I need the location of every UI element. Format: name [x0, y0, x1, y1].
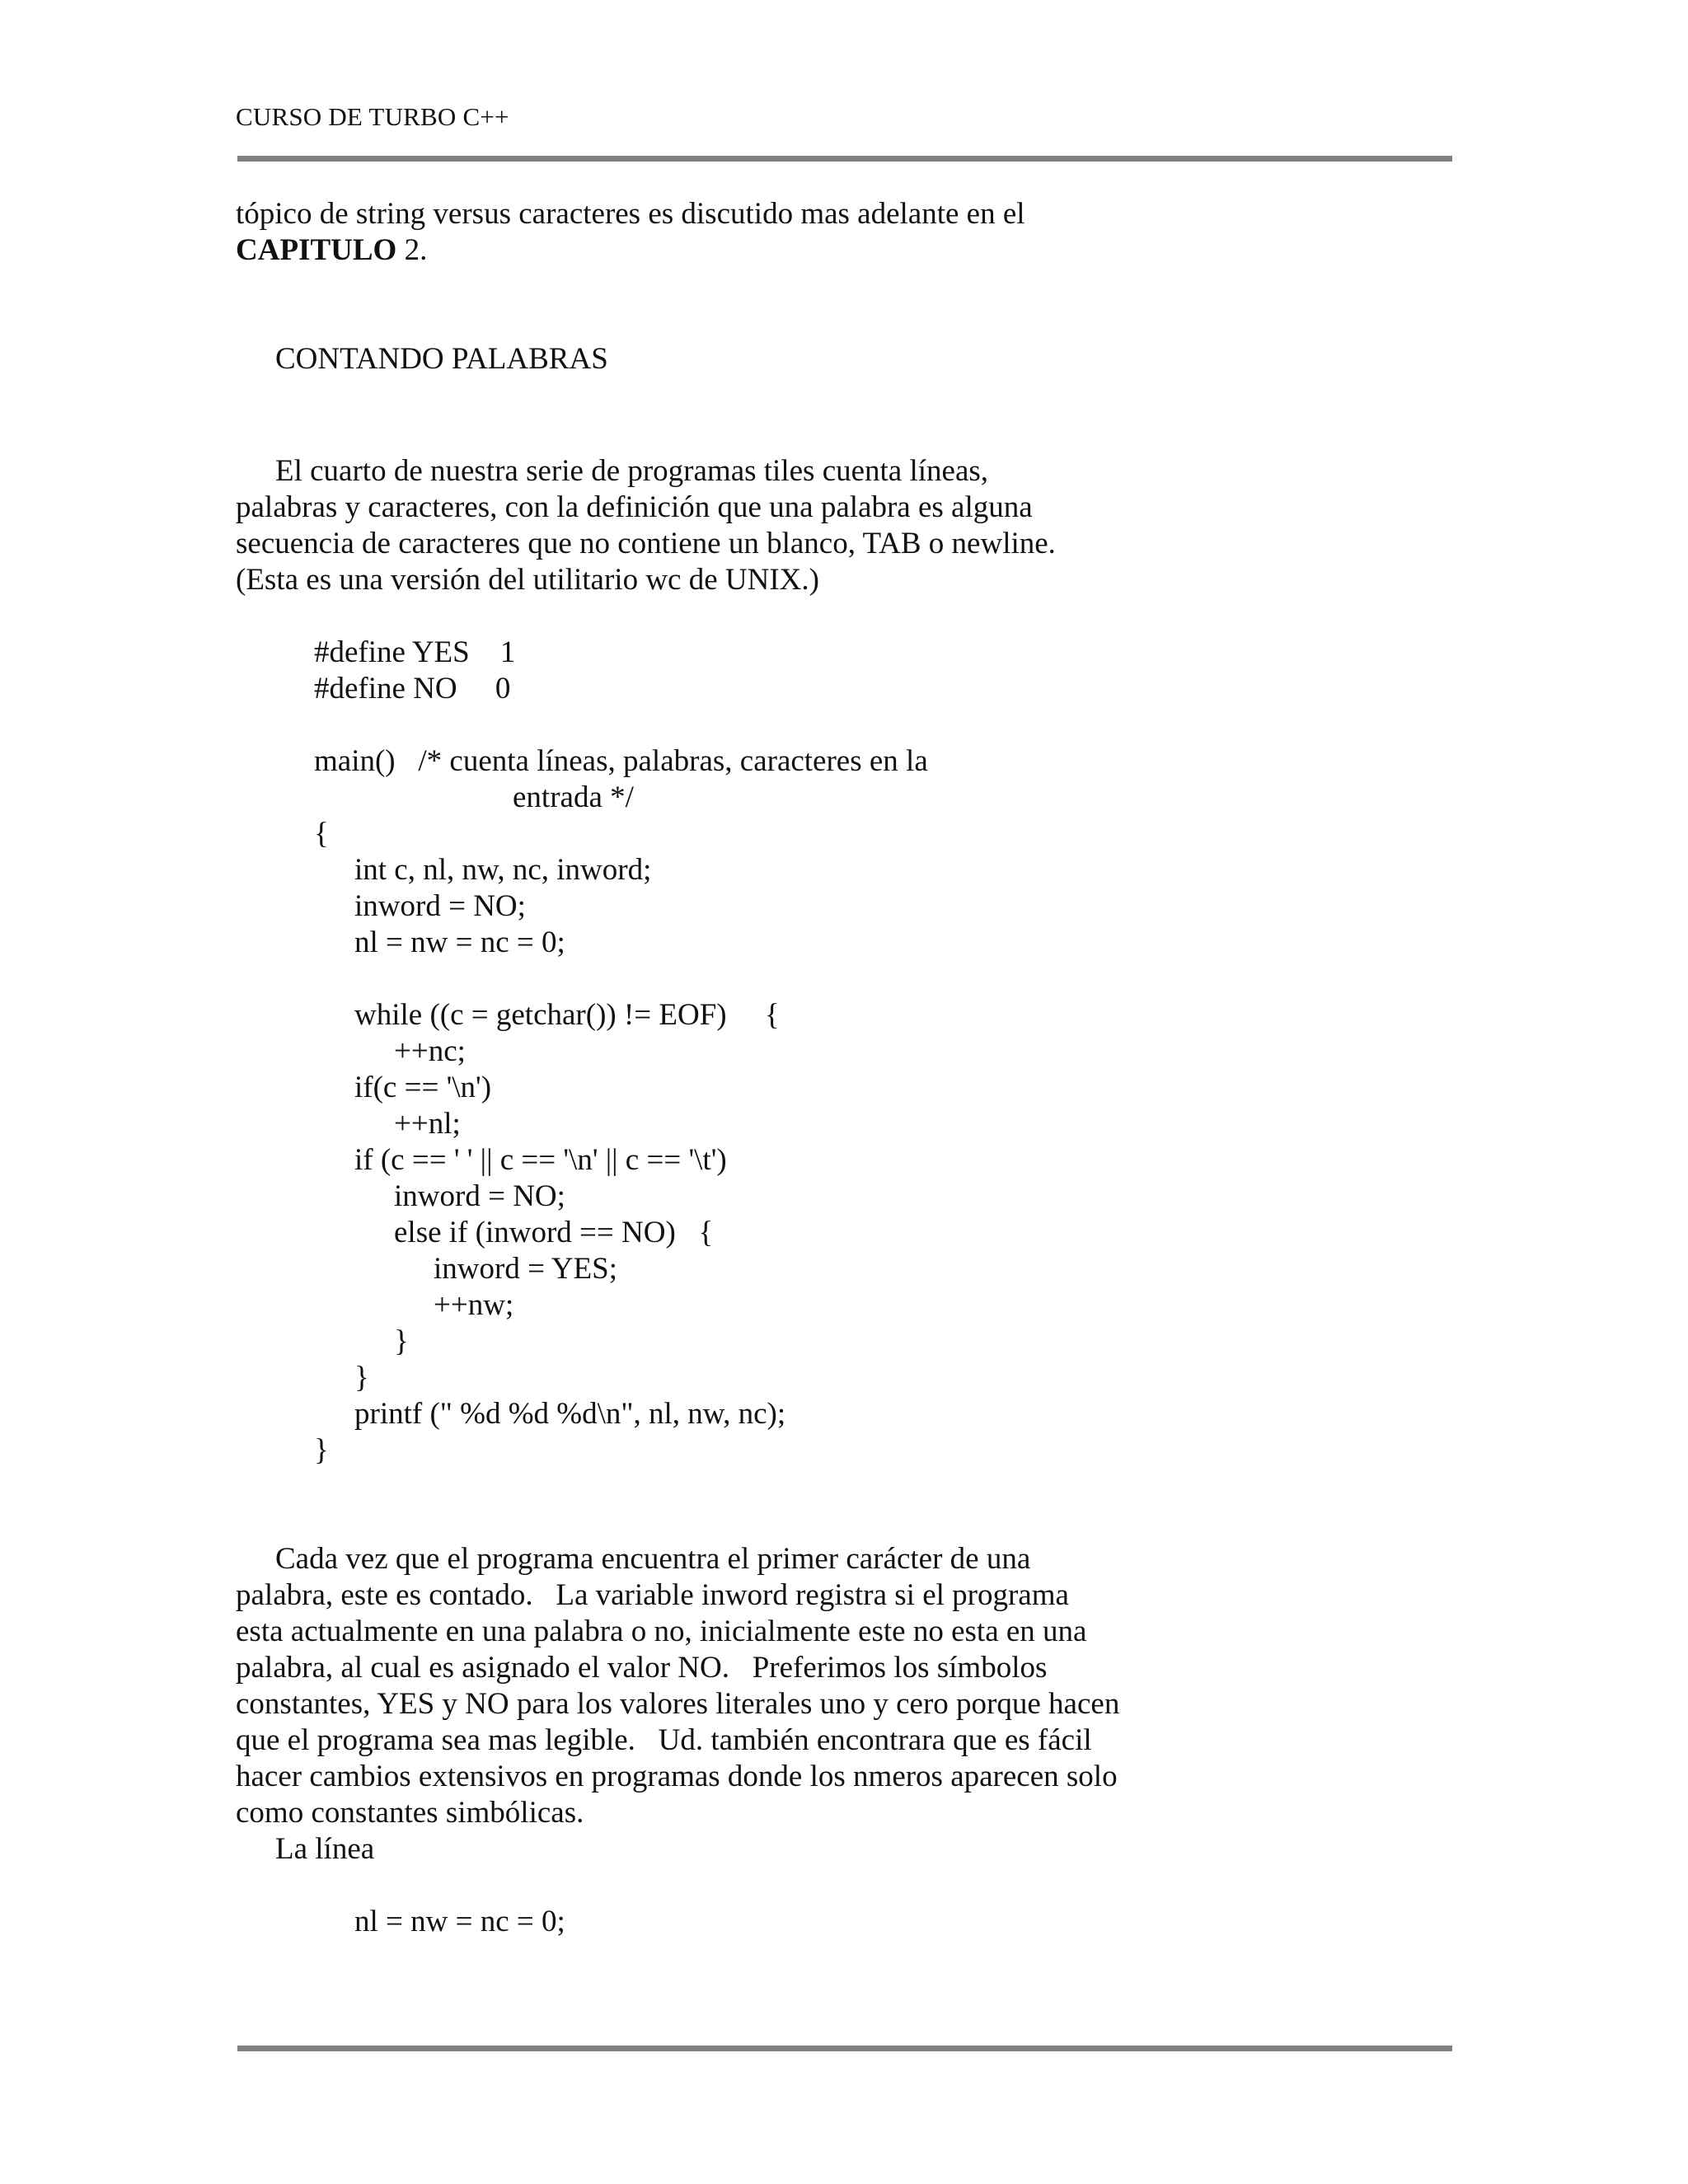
intro-line-1: tópico de string versus caracteres es discutido mas adelante en el: [236, 197, 1025, 231]
paragraph-2-line: Cada vez que el programa encuentra el primer carácter de una: [275, 1542, 1031, 1576]
paragraph-2-line: palabra, este es contado. La variable inword registra si el programa: [236, 1578, 1069, 1612]
code-line: ++nl;: [394, 1107, 461, 1141]
paragraph-1-line: (Esta es una versión del utilitario wc de UNIX.): [236, 563, 819, 597]
code-line: {: [314, 817, 329, 851]
paragraph-2-line: que el programa sea mas legible. Ud. también encontrara que es fácil: [236, 1723, 1092, 1757]
code-line: }: [354, 1361, 369, 1394]
code-line: }: [394, 1324, 409, 1358]
chapter-ref: CAPITULO: [236, 233, 397, 267]
code-line: }: [314, 1433, 329, 1467]
code-line: ++nw;: [434, 1288, 514, 1322]
running-header: CURSO DE TURBO C++: [236, 102, 509, 131]
code-line: inword = NO;: [394, 1179, 565, 1213]
paragraph-1-line: palabras y caracteres, con la definición que una palabra es alguna: [236, 490, 1033, 524]
paragraph-2-line: hacer cambios extensivos en programas donde los nmeros aparecen solo: [236, 1760, 1118, 1793]
code-line: nl = nw = nc = 0;: [354, 926, 565, 959]
paragraph-2-line: palabra, al cual es asignado el valor NO. Preferimos los símbolos: [236, 1651, 1048, 1685]
code-line: #define NO 0: [314, 672, 511, 705]
code-line: printf (" %d %d %d\n", nl, nw, nc);: [354, 1397, 786, 1431]
code-snippet-line: nl = nw = nc = 0;: [354, 1905, 565, 1938]
code-line: main() /* cuenta líneas, palabras, caracteres en la: [314, 744, 928, 778]
paragraph-3-lead: La línea: [275, 1832, 375, 1866]
code-line: int c, nl, nw, nc, inword;: [354, 853, 652, 887]
code-line: inword = YES;: [434, 1252, 617, 1286]
code-line: if(c == '\n'): [354, 1071, 492, 1104]
code-line: entrada */: [513, 780, 634, 814]
paragraph-1-line: El cuarto de nuestra serie de programas tiles cuenta líneas,: [275, 454, 989, 488]
header-rule: [237, 156, 1452, 162]
code-line: ++nc;: [394, 1034, 466, 1068]
chapter-number: 2.: [396, 233, 428, 267]
code-line: else if (inword == NO) {: [394, 1216, 714, 1249]
footer-rule: [237, 2046, 1452, 2051]
paragraph-2-line: constantes, YES y NO para los valores literales uno y cero porque hacen: [236, 1687, 1120, 1721]
intro-line-2: [236, 232, 427, 269]
paragraph-2-line: esta actualmente en una palabra o no, inicialmente este no esta en una: [236, 1615, 1087, 1648]
code-line: if (c == ' ' || c == '\n' || c == '\t'): [354, 1143, 727, 1177]
section-heading: CONTANDO PALABRAS: [275, 342, 608, 376]
paragraph-2-line: como constantes simbólicas.: [236, 1796, 584, 1830]
code-line: while ((c = getchar()) != EOF) {: [354, 998, 780, 1032]
code-line: #define YES 1: [314, 635, 516, 669]
paragraph-1-line: secuencia de caracteres que no contiene un blanco, TAB o newline.: [236, 527, 1056, 560]
code-line: inword = NO;: [354, 889, 526, 923]
